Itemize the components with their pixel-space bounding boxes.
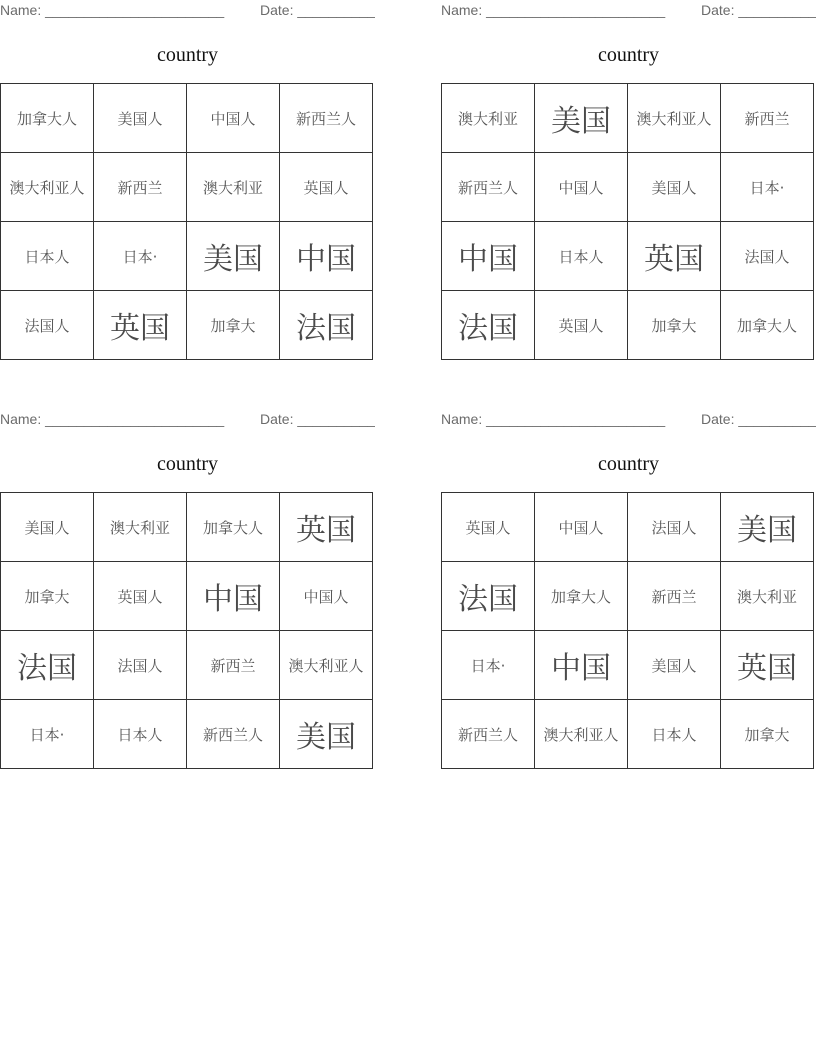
grid-cell: 法国 — [442, 291, 535, 360]
grid-row — [1, 291, 373, 360]
grid-row — [442, 700, 814, 769]
name-field-label: Name: _______________________ — [0, 411, 225, 427]
grid-cell: 澳大利亚人 — [280, 631, 373, 700]
grid-cell: 澳大利亚人 — [628, 84, 721, 153]
grid-cell: 中国人 — [280, 562, 373, 631]
bingo-grid — [441, 83, 814, 360]
grid-cell: 澳大利亚人 — [1, 153, 94, 222]
grid-cell: 中国 — [442, 222, 535, 291]
grid-cell: 美国 — [721, 493, 814, 562]
card-title: country — [156, 44, 219, 66]
grid-cell: 法国人 — [94, 631, 187, 700]
grid-row — [442, 153, 814, 222]
grid-cell: 日本人 — [535, 222, 628, 291]
grid-cell: 新西兰 — [628, 562, 721, 631]
grid-cell: 加拿大 — [721, 700, 814, 769]
grid-row — [1, 84, 373, 153]
grid-cell: 法国人 — [628, 493, 721, 562]
bingo-card-1 — [0, 0, 375, 365]
grid-cell: 日本· — [721, 153, 814, 222]
date-field-label: Date: __________ — [260, 2, 375, 18]
bingo-grid — [0, 83, 373, 360]
grid-cell: 日本· — [94, 222, 187, 291]
grid-cell: 英国 — [628, 222, 721, 291]
card-header — [0, 2, 375, 20]
grid-cell: 中国人 — [187, 84, 280, 153]
grid-cell: 加拿大 — [187, 291, 280, 360]
grid-cell: 英国 — [94, 291, 187, 360]
grid-cell: 英国 — [280, 493, 373, 562]
grid-cell: 英国人 — [280, 153, 373, 222]
card-title: country — [156, 453, 219, 475]
name-field-label: Name: _______________________ — [441, 411, 666, 427]
grid-row — [442, 493, 814, 562]
grid-row — [442, 291, 814, 360]
card-header — [441, 2, 816, 20]
grid-cell: 日本人 — [1, 222, 94, 291]
grid-cell: 加拿大 — [628, 291, 721, 360]
grid-cell: 美国 — [187, 222, 280, 291]
grid-cell: 英国 — [721, 631, 814, 700]
grid-cell: 加拿大人 — [187, 493, 280, 562]
grid-cell: 日本人 — [94, 700, 187, 769]
card-header — [0, 411, 375, 429]
grid-cell: 美国 — [280, 700, 373, 769]
grid-row — [1, 493, 373, 562]
grid-row — [1, 222, 373, 291]
bingo-card-4 — [441, 409, 816, 774]
grid-cell: 新西兰人 — [442, 700, 535, 769]
grid-cell: 美国 — [535, 84, 628, 153]
bingo-grid — [441, 492, 814, 769]
grid-cell: 新西兰人 — [187, 700, 280, 769]
grid-cell: 英国人 — [442, 493, 535, 562]
grid-cell: 美国人 — [1, 493, 94, 562]
grid-cell: 澳大利亚人 — [535, 700, 628, 769]
bingo-card-2 — [441, 0, 816, 365]
card-title: country — [597, 453, 660, 475]
grid-cell: 日本· — [1, 700, 94, 769]
name-field-label: Name: _______________________ — [0, 2, 225, 18]
grid-cell: 中国 — [187, 562, 280, 631]
grid-cell: 加拿大人 — [1, 84, 94, 153]
grid-cell: 澳大利亚 — [94, 493, 187, 562]
grid-cell: 法国 — [1, 631, 94, 700]
grid-cell: 新西兰人 — [442, 153, 535, 222]
grid-cell: 英国人 — [94, 562, 187, 631]
grid-cell: 澳大利亚 — [721, 562, 814, 631]
grid-row — [442, 562, 814, 631]
grid-row — [442, 84, 814, 153]
grid-cell: 美国人 — [628, 631, 721, 700]
card-header — [441, 411, 816, 429]
grid-cell: 日本人 — [628, 700, 721, 769]
grid-row — [1, 153, 373, 222]
grid-cell: 新西兰人 — [280, 84, 373, 153]
grid-cell: 美国人 — [94, 84, 187, 153]
grid-row — [1, 700, 373, 769]
grid-cell: 中国 — [535, 631, 628, 700]
grid-cell: 加拿大人 — [721, 291, 814, 360]
grid-row — [1, 562, 373, 631]
card-title: country — [597, 44, 660, 66]
grid-cell: 澳大利亚 — [187, 153, 280, 222]
grid-cell: 加拿大 — [1, 562, 94, 631]
grid-cell: 美国人 — [628, 153, 721, 222]
grid-cell: 英国人 — [535, 291, 628, 360]
grid-cell: 中国 — [280, 222, 373, 291]
grid-cell: 中国人 — [535, 493, 628, 562]
grid-cell: 法国人 — [1, 291, 94, 360]
grid-row — [442, 222, 814, 291]
grid-row — [1, 631, 373, 700]
grid-cell: 加拿大人 — [535, 562, 628, 631]
date-field-label: Date: __________ — [701, 411, 816, 427]
grid-cell: 法国 — [280, 291, 373, 360]
bingo-grid — [0, 492, 373, 769]
grid-cell: 日本· — [442, 631, 535, 700]
grid-cell: 新西兰 — [187, 631, 280, 700]
date-field-label: Date: __________ — [701, 2, 816, 18]
grid-cell: 法国人 — [721, 222, 814, 291]
date-field-label: Date: __________ — [260, 411, 375, 427]
grid-cell: 新西兰 — [94, 153, 187, 222]
grid-cell: 澳大利亚 — [442, 84, 535, 153]
grid-cell: 新西兰 — [721, 84, 814, 153]
grid-cell: 中国人 — [535, 153, 628, 222]
grid-cell: 法国 — [442, 562, 535, 631]
bingo-card-3 — [0, 409, 375, 774]
grid-row — [442, 631, 814, 700]
name-field-label: Name: _______________________ — [441, 2, 666, 18]
